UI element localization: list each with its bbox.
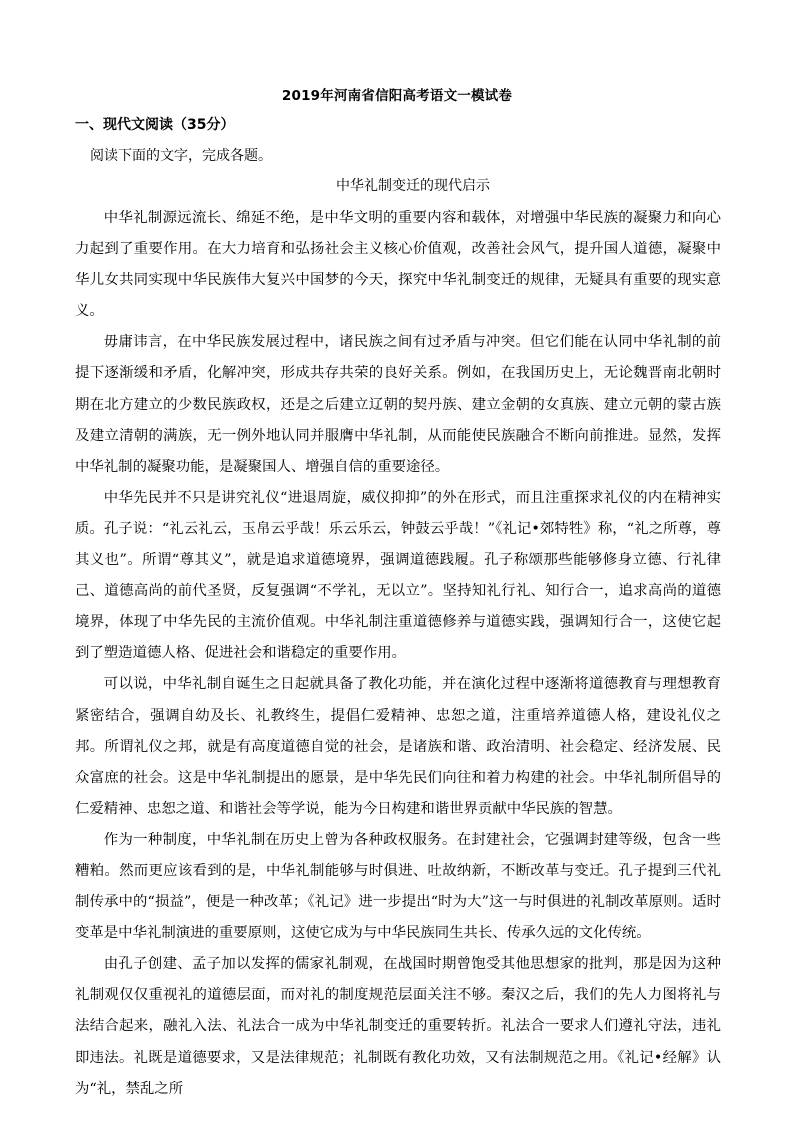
- document-title: 2019年河南省信阳高考语文一模试卷: [281, 88, 513, 104]
- section-heading: 一、现代文阅读（35分）: [75, 117, 235, 133]
- article-title: 中华礼制变迁的现代启示: [336, 178, 490, 194]
- paragraph: 可以说，中华礼制自诞生之日起就具备了教化功能，并在演化过程中逐渐将道德教育与理想教育紧密结合，强调自幼及长、礼教终生，提倡仁爱精神、忠恕之道，注重培养道德人格，建设礼仪之邦。所谓礼仪之邦，就是有高度道德自觉的社会，是诸族和谐、政治清明、社会稳定、经济发展、民众富庶的社会。这是中华礼制提出的愿景，是中华先民们向往和着力构建的社会。中华礼制所倡导的仁爱精神、忠恕之道、和谐社会等学说，能为今日构建和谐世界贡献中华民族的智慧。: [75, 676, 721, 817]
- reading-instruction: 阅读下面的文字，完成各题。: [90, 148, 272, 164]
- paragraph: 由孔子创建、孟子加以发挥的儒家礼制观，在战国时期曾饱受其他思想家的批判，那是因为这种礼制观仅仅重视礼的道德层面，而对礼的制度规范层面关注不够。秦汉之后，我们的先人力图将礼与法结合起来，融礼入法、礼法合一成为中华礼制变迁的重要转折。礼法合一要求人们遵礼守法，违礼即违法。礼既是道德要求，又是法律规范；礼制既有教化功效，又有法制规范之用。《礼记•经解》认为“礼，禁乱之所: [75, 956, 721, 1097]
- paragraph: 毋庸讳言，在中华民族发展过程中，诸民族之间有过矛盾与冲突。但它们能在认同中华礼制的前提下逐渐缓和矛盾，化解冲突，形成共存共荣的良好关系。例如，在我国历史上，无论魏晋南北朝时期在北方建立的少数民族政权，还是之后建立辽朝的契丹族、建立金朝的女真族、建立元朝的蒙古族及建立清朝的满族，无一例外地认同并服膺中华礼制，从而能使民族融合不断向前推进。显然，发挥中华礼制的凝聚功能，是凝聚国人、增强自信的重要途径。: [75, 334, 721, 475]
- paragraph: 中华礼制源远流长、绵延不绝，是中华文明的重要内容和载体，对增强中华民族的凝聚力和向心力起到了重要作用。在大力培育和弘扬社会主义核心价值观，改善社会风气，提升国人道德，凝聚中华儿女共同实现中华民族伟大复兴中国梦的今天，探究中华礼制变迁的规律，无疑具有重要的现实意义。: [75, 210, 721, 320]
- article-body: [75, 203, 721, 1105]
- paragraph: 中华先民并不只是讲究礼仪“进退周旋，威仪抑抑”的外在形式，而且注重探求礼仪的内在精神实质。孔子说：“礼云礼云，玉帛云乎哉！乐云乐云，钟鼓云乎哉！”《礼记•郊特牲》称，“礼之所尊，尊其义也”。所谓“尊其义”，就是追求道德境界，强调道德践履。孔子称颂那些能够修身立德、行礼律己、道德高尚的前代圣贤，反复强调“不学礼，无以立”。坚持知礼行礼、知行合一，追求高尚的道德境界，体现了中华先民的主流价值观。中华礼制注重道德修养与道德实践，强调知行合一，这使它起到了塑造道德人格、促进社会和谐稳定的重要作用。: [75, 489, 721, 662]
- paragraph: 作为一种制度，中华礼制在历史上曾为各种政权服务。在封建社会，它强调封建等级，包含一些糟粕。然而更应该看到的是，中华礼制能够与时俱进、吐故纳新，不断改革与变迁。孔子提到三代礼制传承中的“损益”，便是一种改革；《礼记》进一步提出“时为大”这一与时俱进的礼制改革原则。适时变革是中华礼制演进的重要原则，这使它成为与中华民族同生共长、传承久远的文化传统。: [75, 831, 721, 942]
